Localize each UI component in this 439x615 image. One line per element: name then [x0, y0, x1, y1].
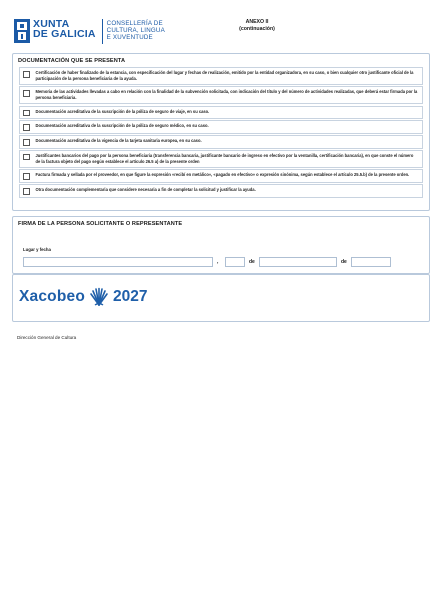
- doc-item: [19, 184, 423, 198]
- branding-section: [12, 274, 430, 322]
- doc-item-text: Memoria de las actividades llevadas a cabo en relación con la finalidad de la subvención solicitada, con indicación del título y del número de actividades realizadas, que deberá estar firmada por la persona beneficiaria.: [35, 89, 418, 101]
- de-separator-2: de: [341, 259, 347, 265]
- doc-checkbox[interactable]: [23, 188, 30, 195]
- logo-divider: [102, 19, 103, 44]
- doc-item-text: Justificantes bancarios del pago por la persona beneficiaria (transferencia bancaria, justificante bancario de ingreso en efectivo por la ventanilla, certificación bancaria), en que conste el número de la factura objeto del pago según establece el artículo 26.5 a) de la presente orden: [35, 152, 414, 164]
- comma-separator: ,: [217, 259, 219, 265]
- year-field[interactable]: [351, 257, 391, 267]
- day-field[interactable]: [225, 257, 245, 267]
- conselleria-line-3: E XUVENTUDE: [106, 34, 153, 41]
- conselleria-name: [107, 19, 165, 41]
- anexo-title: ANEXO II: [245, 19, 269, 25]
- logo-line-2: DE GALICIA: [33, 28, 96, 40]
- document-header: [12, 17, 432, 49]
- doc-checkbox[interactable]: [23, 71, 30, 78]
- anexo-continuation: (continuación): [239, 26, 275, 32]
- doc-item-text: Documentación acreditativa de la vigencia de la tarjeta sanitaria europea, en su caso.: [35, 138, 202, 144]
- xunta-logo: [14, 19, 165, 44]
- doc-item: [19, 106, 423, 120]
- doc-item-text: Documentación acreditativa de la suscripción de la póliza de seguro de viaje, en su caso.: [35, 108, 210, 114]
- doc-item: [19, 86, 423, 104]
- doc-item-text: Otra documentación complementaria que considere necesaria a fin de completar la solicitud y justificar la ayuda.: [35, 187, 256, 193]
- doc-item: [19, 67, 423, 85]
- doc-checkbox[interactable]: [23, 139, 30, 146]
- month-field[interactable]: [259, 257, 337, 267]
- place-field[interactable]: [23, 257, 213, 267]
- scallop-shell-icon: [89, 287, 109, 307]
- doc-item: [19, 150, 423, 168]
- de-separator-1: de: [249, 259, 255, 265]
- xacobeo-year: 2027: [113, 288, 148, 305]
- xunta-wordmark: [33, 19, 96, 39]
- logo-line-1: XUNTA: [33, 18, 70, 30]
- xacobeo-wordmark: Xacobeo: [19, 288, 86, 305]
- galicia-emblem-icon: [14, 19, 30, 43]
- documentation-section: [12, 53, 430, 211]
- doc-checkbox[interactable]: [23, 154, 30, 161]
- doc-checkbox[interactable]: [23, 124, 30, 131]
- doc-checkbox[interactable]: [23, 110, 30, 117]
- conselleria-line-2: CULTURA, LINGUA: [106, 27, 165, 34]
- lugar-fecha-label: Lugar y fecha: [23, 247, 51, 252]
- signature-section: [12, 216, 430, 274]
- doc-checkbox[interactable]: [23, 173, 30, 180]
- conselleria-line-1: CONSELLERÍA DE: [106, 20, 163, 27]
- anexo-heading: [202, 19, 312, 33]
- documentation-title: DOCUMENTACIÓN QUE SE PRESENTA: [18, 58, 126, 64]
- signature-title: FIRMA DE LA PERSONA SOLICITANTE O REPRESENTANTE: [18, 221, 183, 227]
- xacobeo-logo: [19, 287, 148, 307]
- doc-checkbox[interactable]: [23, 90, 30, 97]
- doc-item: [19, 169, 423, 183]
- doc-item: [19, 135, 423, 149]
- footer-department: Dirección General de Cultura: [17, 335, 77, 340]
- documentation-list: [19, 67, 423, 199]
- doc-item: [19, 120, 423, 134]
- doc-item-text: Documentación acreditativa de la suscripción de la póliza de seguro médico, en su caso.: [35, 123, 209, 129]
- doc-item-text: Factura firmada y sellada por el proveedor, en que figure la expresión «recibí en metálico», «pagado en efectivo» o expresión sinónima, según establece el artículo 25.5.b) de la presente orden.: [35, 172, 410, 178]
- doc-item-text: Certificación de haber finalizado de la estancia, con especificación del lugar y fechas de realización, emitido por la entidad organizadora, en su caso, o bien cualquier otro justificante oficial de la participación de la persona beneficiaria de la ayuda.: [35, 70, 414, 81]
